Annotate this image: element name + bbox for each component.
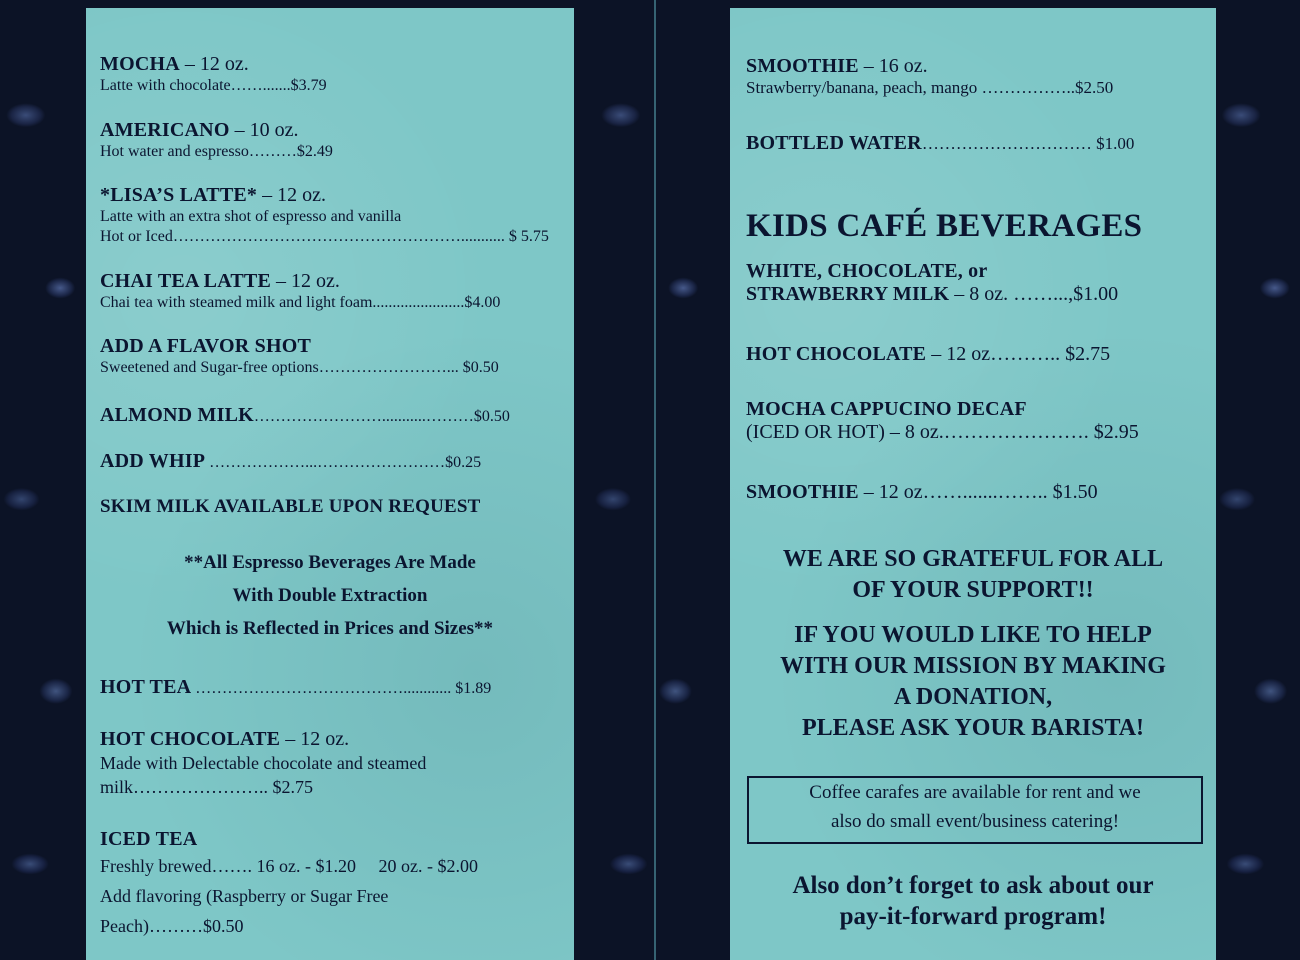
menu-item-mocha-cappucino-decaf [746,398,1139,444]
item-desc: Strawberry/banana, peach, mango ……………..$2.50 [746,78,1114,97]
item-name: SMOOTHIE [746,481,859,503]
menu-item-iced-tea [100,828,570,941]
item-size: – 16 oz. [858,55,928,77]
item-name: SMOOTHIE [746,55,859,77]
item-size: – 12 oz. [257,184,326,206]
donation-line: PLEASE ASK YOUR BARISTA! [801,715,1145,741]
menu-item-hot-tea [100,676,491,699]
item-name: CHAI TEA LATTE [100,270,272,292]
item-name: ADD A FLAVOR SHOT [100,335,312,357]
item-desc: Made with Delectable chocolate and steamed [100,753,427,773]
item-size: – 12 oz. [179,53,249,75]
espresso-note-line: With Double Extraction [232,585,428,606]
item-desc: Latte with an extra shot of espresso and vanilla [100,208,402,225]
item-price: ……………………...........………$0.50 [253,408,510,425]
pay-it-forward-line: Also don’t forget to ask about our [792,872,1154,899]
item-desc: Peach)………$0.50 [100,916,244,936]
grateful-line: WE ARE SO GRATEFUL FOR ALL [782,546,1164,572]
item-price-line: Hot or Iced………………………………………………........... $ 5.75 [100,228,549,245]
menu-panel-left [86,8,574,960]
grateful-message [730,544,1216,606]
coffee-bean-border-center [574,0,730,960]
item-name: WHITE, CHOCOLATE, or [746,260,988,282]
item-size-price: – 8 oz. ……...,$1.00 [949,283,1119,305]
menu-item-kids-milk [746,260,1118,306]
menu-item-chai [100,270,500,313]
menu-item-add-whip [100,450,481,473]
item-name: ADD WHIP [100,450,206,472]
kids-section-title: KIDS CAFÉ BEVERAGES [746,208,1143,244]
item-name: MOCHA [100,53,180,75]
menu-item-mocha [100,53,327,96]
espresso-note [86,546,574,645]
item-size-price: (ICED OR HOT) – 8 oz.…………………. $2.95 [746,421,1139,443]
menu-panel-right [730,8,1216,960]
catering-note-line: Coffee carafes are available for rent and we [809,782,1141,803]
item-desc: milk………………….. $2.75 [100,777,314,797]
item-name: ALMOND MILK [100,404,254,426]
menu-item-americano [100,119,333,162]
item-name: BOTTLED WATER [746,132,922,154]
grateful-line: OF YOUR SUPPORT!! [852,577,1094,603]
menu-item-almond-milk [100,404,510,427]
item-size: – 10 oz. [229,119,299,141]
menu-item-bottled-water [746,132,1134,155]
catering-note-box [747,776,1203,844]
coffee-bean-border-right [1216,0,1300,960]
item-price: ………………...……………………$0.25 [205,454,482,471]
item-name: HOT TEA [100,676,192,698]
menu-item-kids-hot-chocolate [746,343,1110,366]
item-desc: Add flavoring (Raspberry or Sugar Free [100,886,389,906]
item-size: – 12 oz. [271,270,340,292]
item-name: MOCHA CAPPUCINO DECAF [746,398,1027,420]
item-name: *LISA’S LATTE* [100,184,258,206]
pay-it-forward-message [730,870,1216,932]
item-desc: Freshly brewed……. 16 oz. - $1.20 20 oz. - $2.00 [100,856,478,876]
espresso-note-line: Which is Reflected in Prices and Sizes** [166,618,494,639]
item-size-price: – 12 oz……….. $2.75 [926,343,1111,365]
donation-line: WITH OUR MISSION BY MAKING [780,653,1166,679]
item-name: HOT CHOCOLATE [100,728,281,750]
item-desc: Sweetened and Sugar-free options……………………... $0.50 [100,359,499,376]
item-desc: Latte with chocolate…….......$3.79 [100,77,327,94]
item-size: – 12 oz. [280,728,350,750]
menu-item-lisas-latte [100,184,549,247]
item-name: ICED TEA [100,828,198,850]
item-price: ………………………… $1.00 [921,134,1135,153]
menu-item-smoothie-16 [746,55,1113,98]
menu-item-smoothie-12 [746,481,1098,504]
menu-item-hot-chocolate [100,728,560,799]
espresso-note-line: **All Espresso Beverages Are Made [184,552,476,573]
skim-milk-note: SKIM MILK AVAILABLE UPON REQUEST [100,496,481,517]
item-name: AMERICANO [100,119,230,141]
item-desc: Hot water and espresso………$2.49 [100,143,333,160]
item-name: STRAWBERRY MILK [746,283,950,305]
donation-line: IF YOU WOULD LIKE TO HELP [794,622,1152,648]
donation-message [730,620,1216,744]
item-name: HOT CHOCOLATE [746,343,927,365]
coffee-bean-border-left [0,0,86,960]
menu-item-flavor-shot [100,335,499,378]
donation-line: A DONATION, [893,684,1053,710]
pay-it-forward-line: pay-it-forward program! [839,903,1107,930]
catering-note-line: also do small event/business catering! [830,811,1120,832]
item-size-price: – 12 oz…….......…….. $1.50 [858,481,1098,503]
item-desc: Chai tea with steamed milk and light foam.......................$4.00 [100,294,501,311]
item-price: …………………………………............ $1.89 [191,680,492,697]
fold-line [654,0,656,960]
